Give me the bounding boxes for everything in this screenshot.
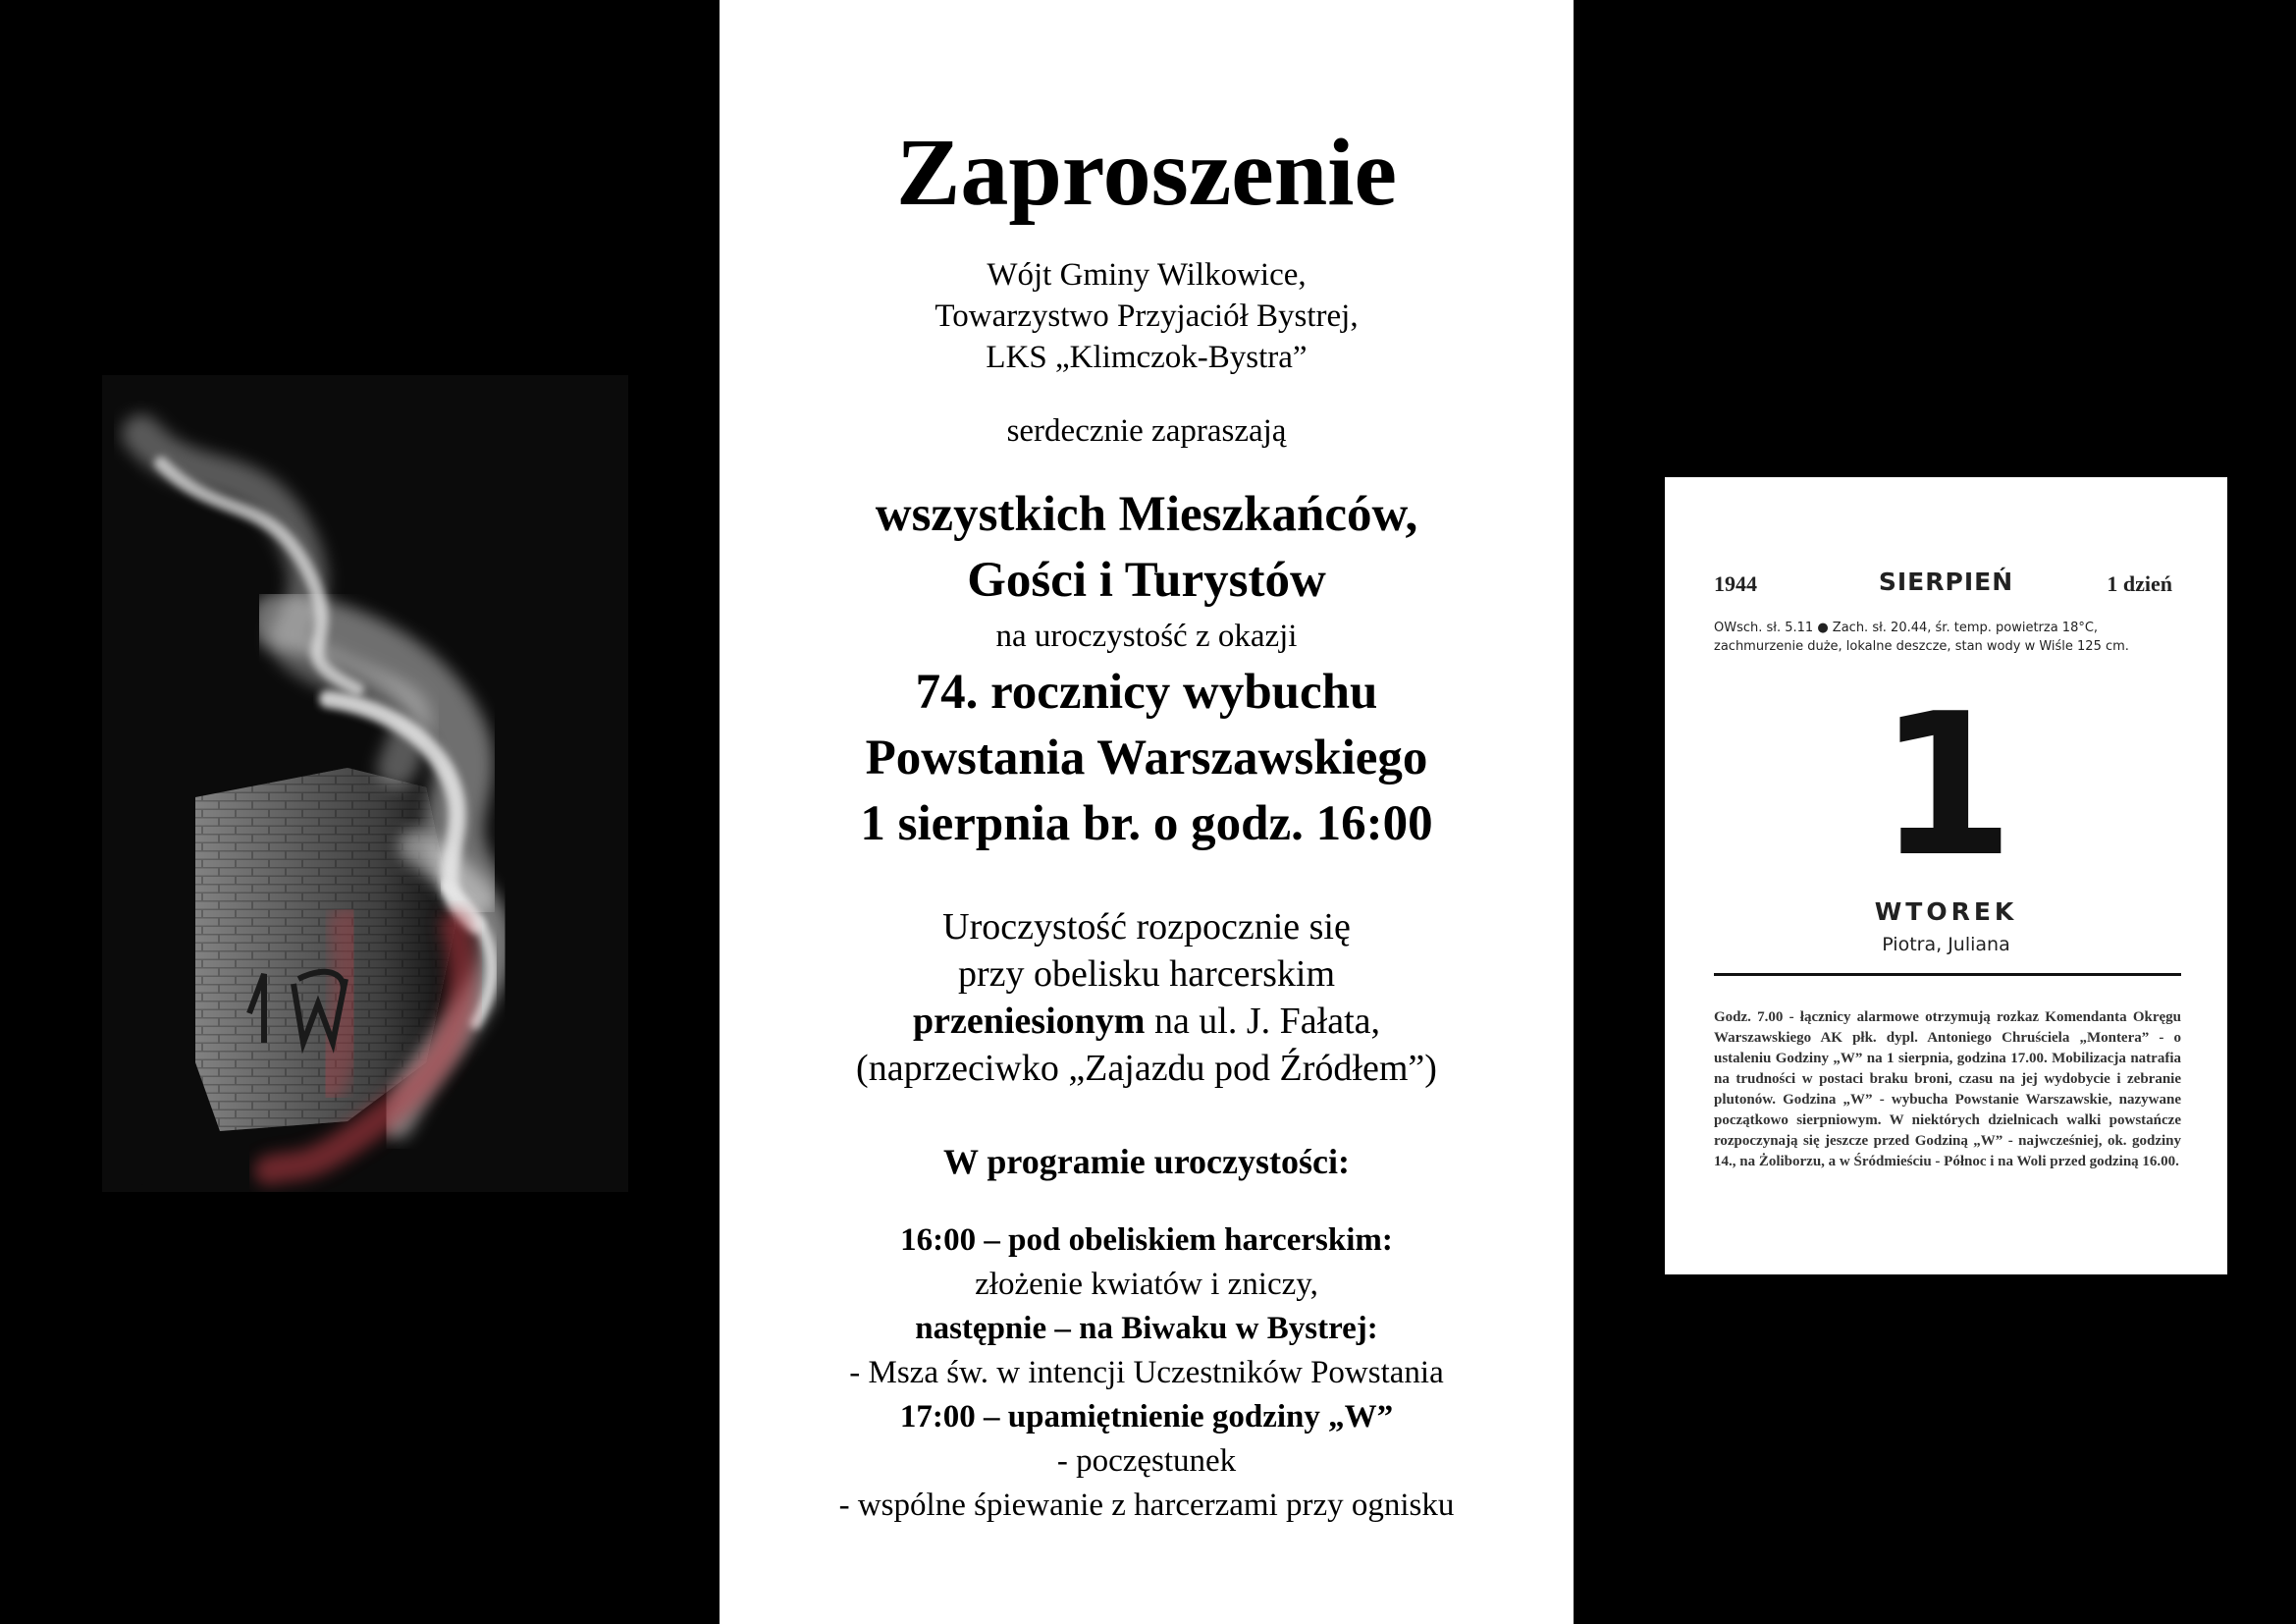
occasion-line-3: 1 sierpnia br. o godz. 16:00 (860, 796, 1433, 851)
graffiti-text: 1 Ⓦ (141, 1185, 143, 1186)
location-line-4: (naprzeciwko „Zajazdu pod Źródłem”) (856, 1048, 1437, 1089)
organizer-line-1: Wójt Gminy Wilkowice, (987, 257, 1307, 293)
calendar-day-of-year: 1 dzień (2107, 571, 2172, 596)
smoke-poster-image (102, 375, 628, 1192)
location-line-2: przy obelisku harcerskim (957, 953, 1336, 995)
program-item: następnie – na Biwaku w Bystrej: (915, 1311, 1378, 1346)
program-item: 17:00 – upamiętnienie godziny „W” (899, 1399, 1394, 1435)
left-panel (0, 0, 720, 1624)
calendar-day-number: 1 (1877, 672, 2015, 900)
invite-phrase: serdecznie zapraszają (1006, 413, 1287, 449)
program-heading: W programie uroczystości: (943, 1142, 1350, 1181)
organizer-line-2: Towarzystwo Przyjaciół Bystrej, (934, 298, 1359, 334)
calendar-month: SIERPIEŃ (1878, 568, 2014, 596)
calendar-name-days: Piotra, Juliana (1882, 934, 2010, 955)
location-line-1: Uroczystość rozpocznie się (942, 906, 1351, 947)
occasion-line-1: 74. rocznicy wybuchu (915, 665, 1378, 720)
occasion-line-2: Powstania Warszawskiego (865, 731, 1428, 785)
program-item: - Msza św. w intencji Uczestników Powstania (849, 1355, 1444, 1390)
calendar-weekday: WTOREK (1874, 897, 2018, 926)
location-emphasis: przeniesionym (913, 1001, 1146, 1042)
calendar-divider (1714, 973, 2181, 976)
calendar-year: 1944 (1714, 571, 1757, 596)
occasion-intro: na uroczystość z okazji (995, 619, 1298, 654)
calendar-history-text: Godz. 7.00 - łącznicy alarmowe otrzymują rozkaz Komendanta Okręgu Warszawskiego AK płk. dypl. Antoniego Chruściela „Montera” - o ustaleniu Godziny „W” na 1 sierpnia, godzina 17.00. Mobilizacja natrafia na trudności w postaci braku broni, czasu na jej wydobycie i zebranie plutonów. Godzina „W” - wybucha Powstanie Warszawskie, nazywane początkowo sierpniowym. W niektórych dzielnicach walki powstańcze rozpoczynają się jeszcze przed Godziną „W” - najwcześniej, ok. godziny 14., na Żoliborzu, a w Śródmieściu - Północ i na Woli przed godziną 16.00. (1714, 1009, 2181, 1169)
audience-line-2: Gości i Turystów (967, 553, 1326, 608)
audience-line-1: wszystkich Mieszkańców, (875, 487, 1418, 542)
location-street: na ul. J. Fałata, (1145, 1001, 1380, 1042)
calendar-page (1665, 477, 2227, 1274)
program-item: złożenie kwiatów i zniczy, (975, 1267, 1318, 1302)
calendar-sun-info: OWsch. sł. 5.11 ● Zach. sł. 20.44, śr. temp. powietrza 18°C, zachmurzenie duże, lokalne deszcze, stan wody w Wiśle 125 cm. (1714, 621, 2129, 654)
smoke-illustration (102, 375, 628, 1192)
program-item: 16:00 – pod obeliskiem harcerskim: (900, 1222, 1393, 1258)
invitation-title: Zaproszenie (896, 120, 1397, 226)
program-item: - wspólne śpiewanie z harcerzami przy ognisku (838, 1488, 1455, 1523)
program-item: - poczęstunek (1056, 1443, 1237, 1479)
location-line-3 (720, 1000, 1574, 1043)
organizer-line-3: LKS „Klimczok-Bystra” (986, 340, 1308, 375)
invitation-panel (720, 0, 1574, 1624)
